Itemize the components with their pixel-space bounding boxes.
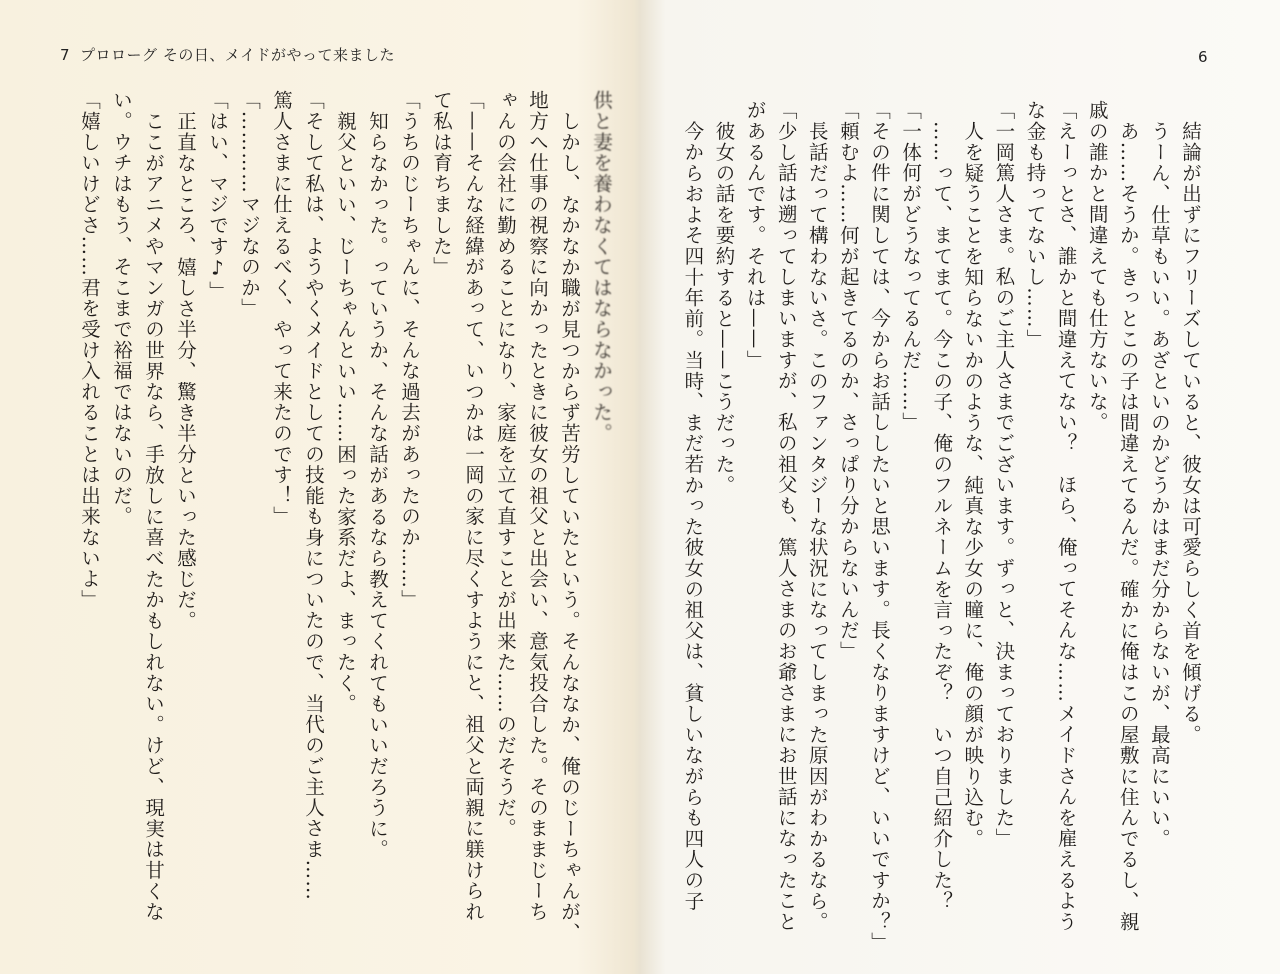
text-column: 「…………マジなのか」 [238, 90, 261, 319]
text-column: ゃんの会社に勤めることになり、家庭を立て直すことが出来た……のだそうだ。 [494, 90, 517, 839]
text-column: 長話だって構わないさ。このファンタジーな状況になってしまった原因がわかるなら。 [805, 121, 829, 933]
text-column: しかし、なかなか職が見つからず苦労していたという。そんななか、俺のじーちゃんが、 [558, 111, 581, 943]
text-column: 「頼むよ……何が起きてるのか、さっぱり分からないんだ」 [836, 100, 860, 662]
text-column: な金も持ってないし……」 [1023, 100, 1047, 350]
text-column: 知らなかった。っていうか、そんな話があるなら教えてくれてもいいだろうに。 [366, 111, 389, 860]
text-column: 地方へ仕事の視察に向かったときに彼女の祖父と出会い、意気投合した。そのままじーち [526, 90, 549, 922]
text-column: 人を疑うことを知らないかのような、純真な少女の瞳に、俺の顔が映り込む。 [961, 121, 985, 849]
page-number-right: 6 [1198, 48, 1208, 66]
text-column: 今からおよそ四十年前。当時、まだ若かった彼女の祖父は、貧しいながらも四人の子 [681, 121, 705, 912]
text-column: 供と妻を養わなくてはならなかった。 [590, 90, 613, 444]
text-column: 「一体何がどうなってるんだ……」 [899, 100, 923, 433]
text-column: 親父といい、じーちゃんといい……困った家系だよ、まったく。 [334, 111, 357, 715]
page-number-left: 7 [60, 46, 71, 64]
text-column: 結論が出ずにフリーズしていると、彼女は可愛らしく首を傾げる。 [1179, 121, 1202, 745]
text-column: 「うちのじーちゃんに、そんな過去があったのか……」 [398, 90, 421, 610]
text-column: て私は育ちました」 [430, 90, 453, 278]
text-column: うーん、仕草もいい。あざといのかどうかはまだ分からないが、最高にいい。 [1147, 121, 1171, 849]
text-column: 「その件に関しては、今からお話ししたいと思います。長くなりますけど、いいですか？」 [868, 100, 891, 953]
text-column: があるんです。それは——」 [743, 100, 767, 371]
text-column: 「えーっとさ、誰かと間違えてない？ ほら、俺ってそんな……メイドさんを雇えるよう [1054, 100, 1078, 932]
text-column: 「一岡篤人さま。私のご主人さまでございます。ずっと、決まっておりました」 [992, 100, 1016, 849]
text-column: 戚の誰かと間違えても仕方ないな。 [1085, 100, 1109, 433]
text-column: 正直なところ、嬉しさ半分、驚き半分といった感じだ。 [174, 111, 197, 631]
text-column: 彼女の話を要約すると——こうだった。 [712, 121, 736, 496]
text-column: 「——そんな経緯があって、いつかは一岡の家に尽くすようにと、祖父と両親に躾けられ [462, 90, 485, 922]
text-column: 「少し話は遡ってしまいますが、私の祖父も、篤人さまのお爺さまにお世話になったこと [774, 100, 798, 932]
text-column: い。ウチはもう、そこまで裕福ではないのだ。 [110, 90, 133, 527]
text-column: 「嬉しいけどさ……君を受け入れることは出来ないよ」 [78, 90, 101, 610]
running-header [60, 44, 395, 65]
text-column: 「そして私は、ようやくメイドとしての技能も身についたので、当代のご主人さま…… [302, 90, 325, 902]
text-column: ……って、まてまて。今この子、俺のフルネームを言ったぞ？ いつ自己紹介した？ [930, 121, 954, 912]
text-column: あ……そうか。きっとこの子は間違えてるんだ。確かに俺はこの屋敷に住んでるし、親 [1116, 121, 1140, 933]
text-column: 「はい、マジです♪」 [206, 90, 229, 302]
text-column: ここがアニメやマンガの世界なら、手放しに喜べたかもしれない。けど、現実は甘くな [142, 111, 165, 923]
text-column: 篤人さまに仕えるべく、やって来たのです！」 [270, 90, 293, 527]
chapter-title: プロローグ その日、メイドがやって来ました [80, 46, 396, 64]
